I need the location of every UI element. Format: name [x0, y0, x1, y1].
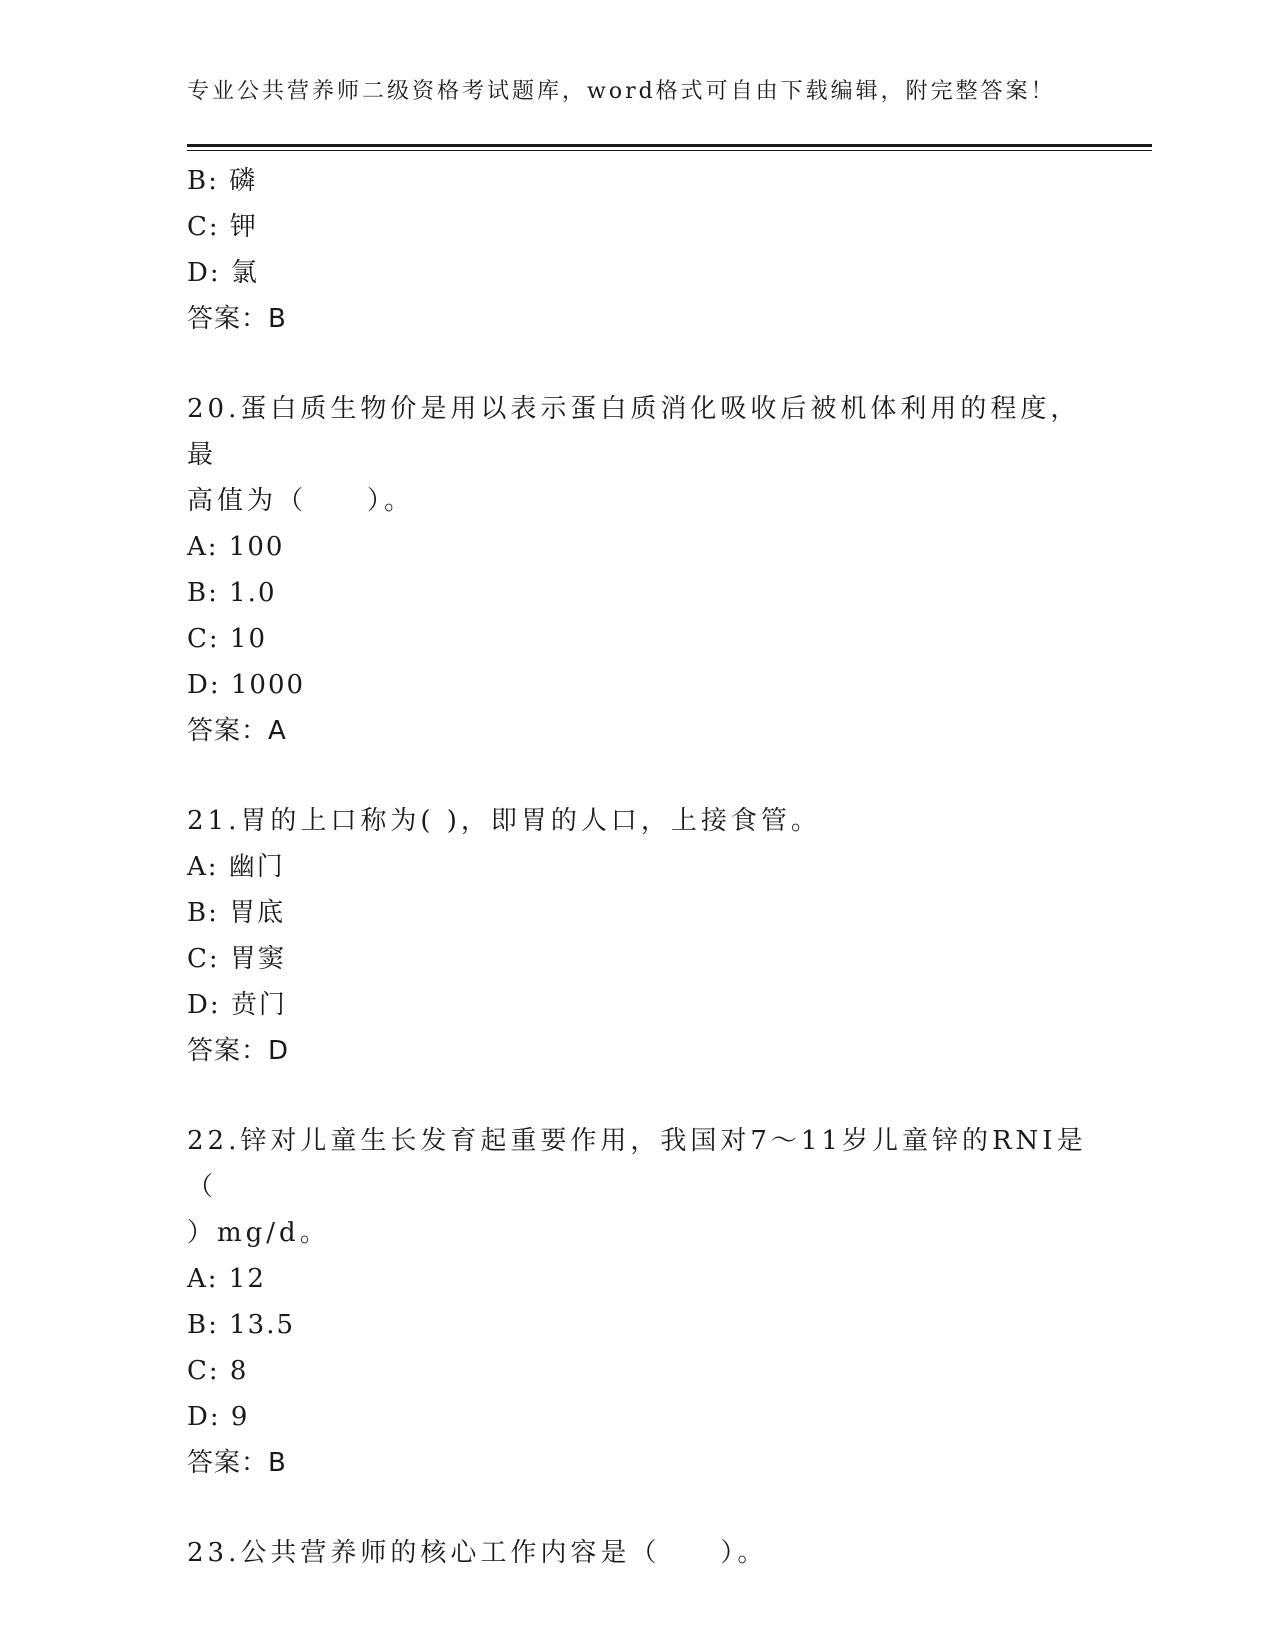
header-rule-thick: [187, 144, 1152, 147]
question-text-line: 23.公共营养师的核心工作内容是（ ）。: [187, 1538, 768, 1568]
option-d: D: 9: [187, 1402, 250, 1432]
option-a: A: 12: [187, 1264, 266, 1294]
answer-line: 答案：B: [187, 1448, 287, 1478]
header-rule-thin: [187, 150, 1152, 151]
question-text-line: ）mg/d。: [187, 1218, 330, 1248]
option-c: C: 10: [187, 624, 268, 654]
question-23: [187, 1530, 1087, 1576]
option-b: B: 胃底: [187, 898, 286, 928]
partial-question: [187, 158, 1087, 342]
question-20: [187, 386, 1087, 754]
option-d: D: 贲门: [187, 990, 287, 1020]
page-header: 专业公共营养师二级资格考试题库，word格式可自由下载编辑，附完整答案！: [187, 79, 1056, 104]
question-22: [187, 1118, 1087, 1486]
question-21: [187, 798, 1087, 1074]
question-text-line: 22.锌对儿童生长发育起重要作用，我国对7～11岁儿童锌的RNI是（: [187, 1126, 1087, 1202]
option-d: D: 氯: [187, 258, 259, 288]
question-text-line: 21.胃的上口称为( )，即胃的人口，上接食管。: [187, 806, 821, 836]
question-text-line: 20.蛋白质生物价是用以表示蛋白质消化吸收后被机体利用的程度，最: [187, 394, 1081, 470]
option-a: A: 100: [187, 532, 285, 562]
option-b: B: 1.0: [187, 578, 277, 608]
answer-line: 答案：A: [187, 716, 287, 746]
option-c: C: 胃窦: [187, 944, 286, 974]
answer-line: 答案：B: [187, 304, 287, 334]
option-c: C: 8: [187, 1356, 249, 1386]
answer-line: 答案：D: [187, 1036, 290, 1066]
option-b: B: 磷: [187, 166, 258, 196]
question-text-line: 高值为（ ）。: [187, 486, 415, 516]
option-c: C: 钾: [187, 212, 258, 242]
question-list: [187, 158, 1087, 1576]
option-d: D: 1000: [187, 670, 306, 700]
option-b: B: 13.5: [187, 1310, 296, 1340]
option-a: A: 幽门: [187, 852, 285, 882]
